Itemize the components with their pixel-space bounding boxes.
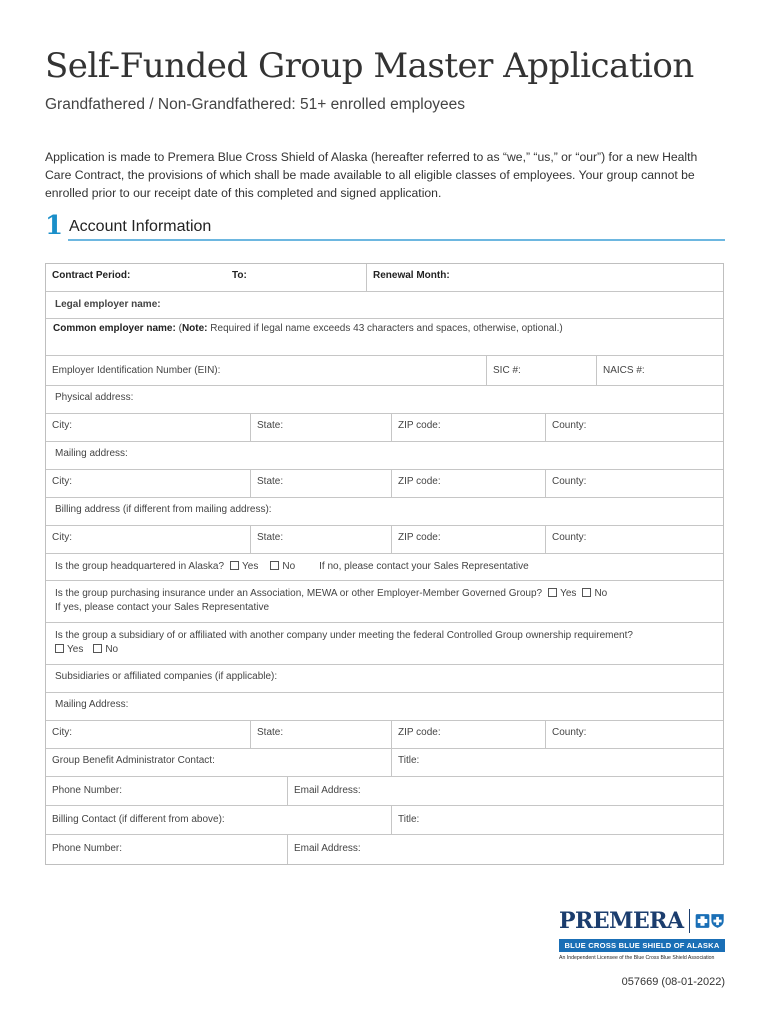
subsidiary-mailing-row[interactable] [46, 693, 723, 721]
city-field[interactable]: City: [52, 532, 72, 543]
state-field[interactable]: State: [250, 470, 391, 497]
state-field[interactable]: State: [250, 721, 391, 748]
city-field[interactable]: City: [52, 727, 72, 738]
common-employer-label: Common employer name: (Note: Required if legal name exceeds 43 characters and spaces, otherwise, optional.) [53, 323, 563, 334]
association-question: Is the group purchasing insurance under an Association, MEWA or other Employer-Member Governed Group? Yes No If yes, please contact your Sales Representative [55, 588, 608, 613]
hq-yes-checkbox[interactable] [230, 561, 239, 570]
hq-no-checkbox[interactable] [270, 561, 279, 570]
assoc-no-checkbox[interactable] [582, 588, 591, 597]
intro-paragraph: Application is made to Premera Blue Cross Shield of Alaska (hereafter referred to as “we,” “us,” or “our”) for a new Health Care Contract, the provisions of which shall be made available to all eligible classes of employees. Your group cannot be enrolled prior to our receipt date of this completed and signed application. [45, 150, 698, 200]
subsidiary-mailing-label: Mailing Address: [55, 699, 129, 710]
gba-phone-row [46, 777, 723, 806]
physical-city-row [46, 414, 723, 442]
state-field[interactable]: State: [250, 526, 391, 553]
logo-divider [689, 909, 690, 933]
ein-row [46, 356, 723, 386]
billing-contact-row [46, 806, 723, 835]
subsidiaries-row[interactable] [46, 665, 723, 693]
gba-email-field[interactable]: Email Address: [287, 777, 723, 805]
account-information-form [45, 263, 724, 865]
county-field[interactable]: County: [545, 470, 723, 497]
billing-city-row [46, 526, 723, 554]
billing-phone-field[interactable]: Phone Number: [52, 843, 123, 854]
sic-field[interactable]: SIC #: [486, 356, 596, 385]
billing-contact-field[interactable]: Billing Contact (if different from above): [52, 814, 225, 825]
section-title: Account Information [69, 218, 212, 235]
legal-employer-label: Legal employer name: [55, 299, 161, 310]
mailing-city-row [46, 470, 723, 498]
subsidiaries-label: Subsidiaries or affiliated companies (if applicable): [55, 671, 278, 682]
assoc-yes-checkbox[interactable] [548, 588, 557, 597]
billing-title-field[interactable]: Title: [391, 806, 723, 834]
billing-address-row[interactable] [46, 498, 723, 526]
county-field[interactable]: County: [545, 721, 723, 748]
premera-logo [559, 906, 725, 961]
billing-phone-row [46, 835, 723, 864]
physical-address-label: Physical address: [55, 392, 134, 403]
association-row [46, 581, 723, 623]
page-subtitle: Grandfathered / Non-Grandfathered: 51+ enrolled employees [45, 96, 466, 113]
zip-field[interactable]: ZIP code: [391, 526, 545, 553]
common-employer-row[interactable] [46, 319, 723, 356]
county-field[interactable]: County: [545, 414, 723, 441]
subsidiary-yes-checkbox[interactable] [55, 644, 64, 653]
logo-wordmark: PREMERA [559, 908, 684, 934]
form-code: 057669 (08-01-2022) [621, 976, 725, 988]
zip-field[interactable]: ZIP code: [391, 721, 545, 748]
gba-contact-field[interactable]: Group Benefit Administrator Contact: [52, 755, 215, 766]
subsidiary-question: Is the group a subsidiary of or affiliated with another company under meeting the federal Controlled Group ownership requirement? Yes No [55, 630, 633, 655]
billing-address-label: Billing address (if different from mailing address): [55, 504, 272, 515]
logo-tagline: An Independent Licensee of the Blue Cross Blue Shield Association [559, 955, 715, 961]
gba-contact-row [46, 749, 723, 777]
county-field[interactable]: County: [545, 526, 723, 553]
ein-field[interactable]: Employer Identification Number (EIN): [52, 365, 221, 376]
zip-field[interactable]: ZIP code: [391, 470, 545, 497]
subsidiary-city-row [46, 721, 723, 749]
headquarters-row [46, 554, 723, 581]
section-divider [68, 239, 725, 241]
cross-shield-icon [695, 910, 725, 932]
legal-employer-row[interactable] [46, 292, 723, 319]
contract-period-field[interactable]: Contract Period: [52, 270, 131, 281]
state-field[interactable]: State: [250, 414, 391, 441]
page-title: Self-Funded Group Master Application [45, 46, 694, 86]
subsidiary-row [46, 623, 723, 665]
headquarters-question: Is the group headquartered in Alaska? Yes No If no, please contact your Sales Representative [55, 561, 529, 572]
renewal-month-field[interactable]: Renewal Month: [366, 264, 723, 291]
gba-phone-field[interactable]: Phone Number: [52, 785, 123, 796]
billing-email-field[interactable]: Email Address: [287, 835, 723, 864]
contract-row [46, 264, 723, 292]
zip-field[interactable]: ZIP code: [391, 414, 545, 441]
contract-to-field[interactable]: To: [232, 270, 247, 281]
city-field[interactable]: City: [52, 420, 72, 431]
physical-address-row[interactable] [46, 386, 723, 414]
mailing-address-row[interactable] [46, 442, 723, 470]
mailing-address-label: Mailing address: [55, 448, 128, 459]
subsidiary-no-checkbox[interactable] [93, 644, 102, 653]
section-number: 1 [45, 211, 64, 241]
city-field[interactable]: City: [52, 476, 72, 487]
naics-field[interactable]: NAICS #: [596, 356, 723, 385]
logo-band: BLUE CROSS BLUE SHIELD OF ALASKA [559, 939, 725, 952]
gba-title-field[interactable]: Title: [391, 749, 723, 776]
